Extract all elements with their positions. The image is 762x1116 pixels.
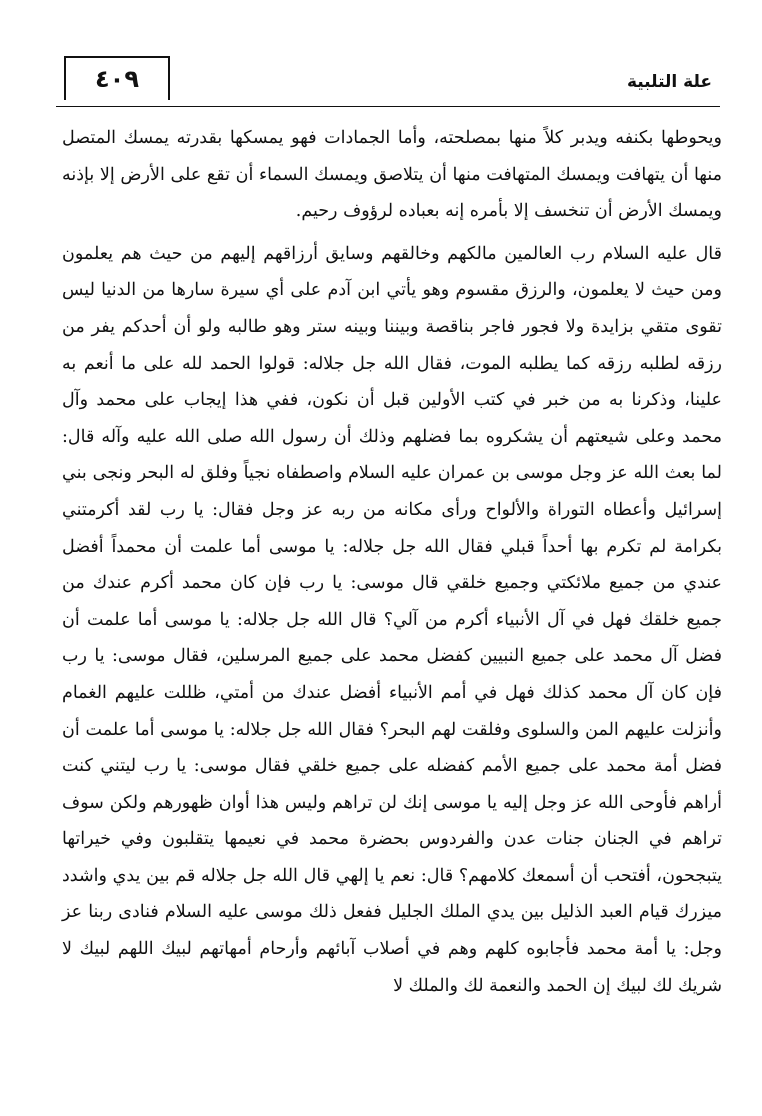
running-title: علة التلبية [626, 72, 712, 92]
page-header [56, 56, 720, 107]
paragraph: ويحوطها بكنفه ويدبر كلاً منها بمصلحته، وأما الجمادات فهو يمسكها بقدرته يمسك المتصل منها أن يتهافت ويمسك المتهافت منها أن يتلاصق ويمسك السماء أن تقع على الأرض إلا بإذنه ويمسك الأرض أن تنخسف إلا بأمره إنه بعباده لرؤوف رحيم. [62, 128, 722, 222]
page-number: ٤٠٩ [64, 56, 170, 100]
body-text [62, 120, 722, 1004]
paragraph: قال عليه السلام رب العالمين مالكهم وخالقهم وسايق أرزاقهم إليهم من حيث هم يعلمون ومن حيث لا يعلمون، والرزق مقسوم وهو يأتي ابن آدم على أي سيرة سارها من الدنيا ليس تقوى متقي بزايدة ولا فجور فاجر بناقصة وبيننا وبينه ستر وهو طالبه ولو أن أحدكم يفر من رزقه لطلبه رزقه كما يطلبه الموت، فقال الله جل جلاله: قولوا الحمد لله على ما أنعم به علينا، وذكرنا به من خبر في كتب الأولين قبل أن نكون، ففي هذا إيجاب على محمد وآل محمد وعلى شيعتهم أن يشكروه بما فضلهم وذلك أن رسول الله صلى الله عليه وآله قال: لما بعث الله عز وجل موسى بن عمران عليه السلام واصطفاه نجياً وفلق له البحر ونجى بني إسرائيل وأعطاه التوراة والألواح ورأى مكانه من ربه عز وجل فقال: يا رب لقد أكرمتني بكرامة لم تكرم بها أحداً قبلي فقال الله جل جلاله: يا موسى أما علمت أن محمداً أفضل عندي من جميع ملائكتي وجميع خلقي قال موسى: يا رب فإن كان محمد أكرم عندك من جميع خلقك فهل في آل الأنبياء أكرم من آلي؟ قال الله جل جلاله: يا موسى أما علمت أن فضل آل محمد على جميع النبيين كفضل محمد على جميع المرسلين، فقال موسى: يا رب فإن كان آل محمد كذلك فهل في أمم الأنبياء أفضل عندك من أمتي، ظللت عليهم الغمام وأنزلت عليهم المن والسلوى وفلقت لهم البحر؟ فقال الله جل جلاله: يا موسى أما علمت أن فضل أمة محمد على جميع الأمم كفضله على جميع خلقي فقال موسى: يا رب ليتني كنت أراهم فأوحى الله عز وجل إليه يا موسى إنك لن تراهم وليس هذا أوان ظهورهم ولكن سوف تراهم في الجنان جنات عدن والفردوس بحضرة محمد في نعيمها يتقلبون وفي خيراتها يتبجحون، أفتحب أن أسمعك كلامهم؟ قال: نعم يا إلهي قال الله جل جلاله قم بين يدي واشدد ميزرك قيام العبد الذليل بين يدي الملك الجليل ففعل ذلك موسى عليه السلام فنادى ربنا عز وجل: يا أمة محمد فأجابوه كلهم وهم في أصلاب آبائهم وأرحام أمهاتهم لبيك اللهم لبيك لا شريك لك لبيك إن الحمد والنعمة لك والملك لا [62, 243, 722, 996]
